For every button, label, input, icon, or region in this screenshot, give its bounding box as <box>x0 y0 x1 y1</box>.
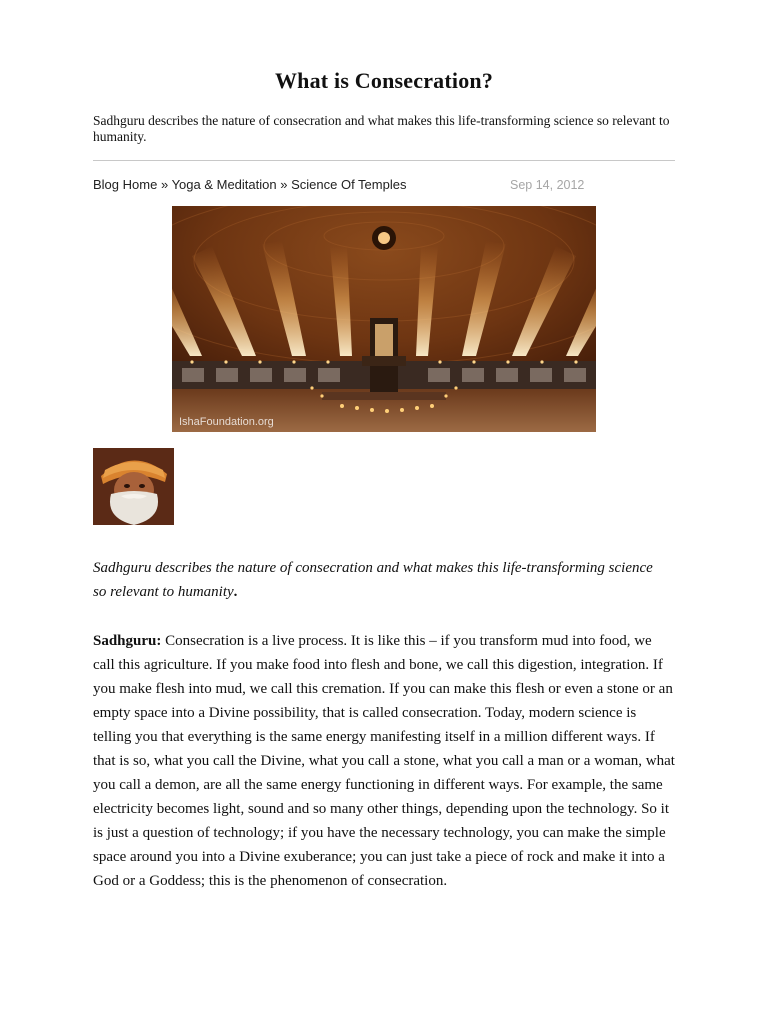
dome-interior-illustration <box>172 206 596 432</box>
lede-text: Sadhguru describes the nature of consecration and what makes this life-transforming science so relevant to humanity <box>93 560 653 600</box>
body-text: Consecration is a live process. It is like this – if you transform mud into food, we call this agriculture. If you make food into flesh and bone, we call this digestion, integration. If you make flesh into mud, we call this cremation. If you can make this flesh or even a stone or an empty space into a Divine possibility, that is called consecration. Today, modern science is telling you that everything is the same energy manifesting itself in a million different ways. If that is so, what you call the Divine, what you call a stone, what you call a man or a woman, what you call a demon, are all the same energy functioning in different ways. For example, the same electricity becomes light, sound and so many other things, depending upon the technology. So it is just a question of technology; if you have the necessary technology, you can make the simple space around you into a Divine exuberance; you can just take a piece of rock and make it into a God or a Goddess; this is the phenomenon of consecration. <box>93 633 675 889</box>
article-subtitle: Sadhguru describes the nature of consecration and what makes this life-transforming science so relevant to humanity. <box>93 113 670 144</box>
publish-date: Sep 14, 2012 <box>510 178 585 192</box>
breadcrumb-blog-home[interactable]: Blog Home <box>93 177 158 192</box>
lede-period: . <box>233 584 238 600</box>
hero-image <box>172 206 596 432</box>
article-lede <box>93 556 653 604</box>
image-watermark: IshaFoundation.org <box>179 416 274 428</box>
breadcrumb-science-of-temples[interactable]: Science Of Temples <box>291 177 407 192</box>
breadcrumb-yoga-meditation[interactable]: Yoga & Meditation <box>171 177 277 192</box>
divider <box>93 160 675 161</box>
breadcrumb <box>93 177 513 192</box>
author-portrait <box>93 448 174 525</box>
article-body <box>93 629 675 893</box>
breadcrumb-separator: » <box>160 177 169 192</box>
author-avatar <box>93 448 174 525</box>
page-title: What is Consecration? <box>274 68 494 93</box>
speaker-label: Sadhguru: <box>93 633 162 649</box>
breadcrumb-separator: » <box>280 177 288 192</box>
